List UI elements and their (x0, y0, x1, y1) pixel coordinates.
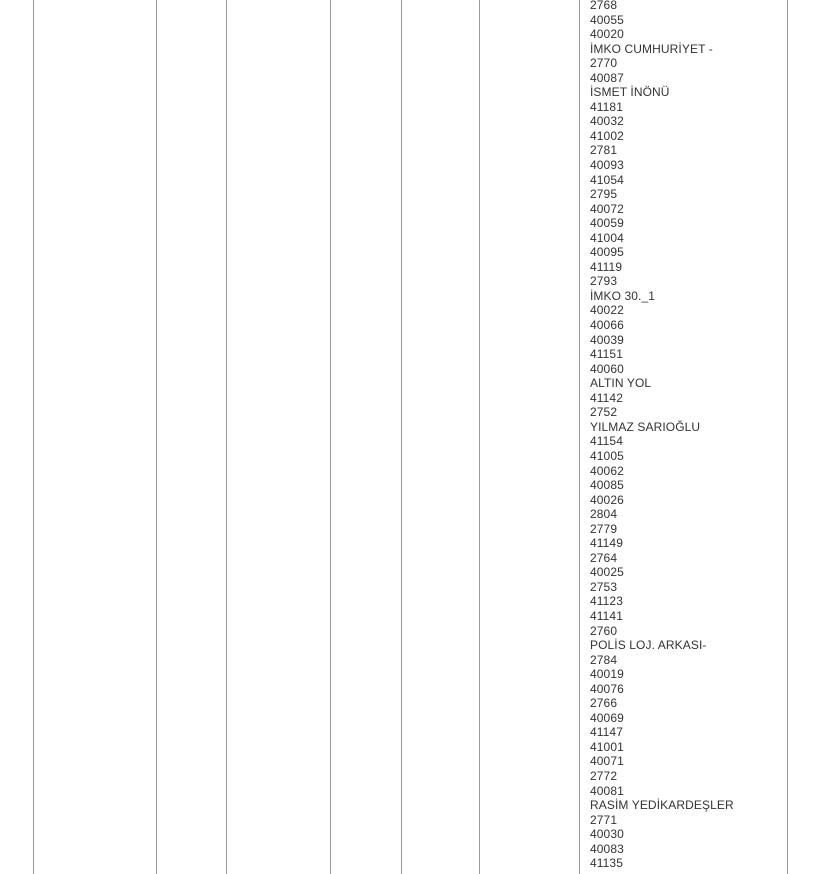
list-item: 2781 (590, 143, 618, 158)
list-item: 41135 (590, 856, 623, 871)
list-item: 41141 (590, 608, 623, 623)
list-item: 40072 (590, 201, 624, 216)
list-item: 41181 (590, 99, 623, 114)
list-item: 41123 (590, 594, 623, 609)
list-item: 40085 (590, 478, 624, 493)
list-item: 40083 (590, 841, 624, 856)
list-item: 2752 (590, 405, 618, 420)
list-item: 40032 (590, 114, 624, 129)
list-item: 40062 (590, 463, 624, 478)
list-item: İSMET İNÖNÜ (590, 85, 670, 100)
list-item: ALTIN YOL (590, 376, 652, 391)
column-border-8 (787, 0, 788, 874)
list-item: 40030 (590, 827, 624, 842)
list-item: 40095 (590, 245, 624, 260)
list-item: 40066 (590, 318, 624, 333)
list-item: POLİS LOJ. ARKASI- (590, 638, 707, 653)
list-item: 40069 (590, 710, 624, 725)
list-item: 40055 (590, 12, 624, 27)
list-item: 41142 (590, 390, 623, 405)
list-item: İMKO 30._1 (590, 288, 656, 303)
list-item: 40081 (590, 783, 624, 798)
list-item: 2766 (590, 696, 618, 711)
list-item: 40020 (590, 27, 624, 42)
list-item: İMKO CUMHURİYET - (590, 41, 713, 56)
column-border-4 (330, 0, 331, 874)
column-border-5 (401, 0, 402, 874)
list-item: 2793 (590, 274, 618, 289)
list-item: YILMAZ SARIOĞLU (590, 419, 701, 434)
column-border-6 (479, 0, 480, 874)
list-item: 2784 (590, 652, 618, 667)
list-item: 41002 (590, 128, 624, 143)
list-item: 40039 (590, 332, 624, 347)
list-item: 41005 (590, 448, 624, 463)
list-item: 40025 (590, 565, 624, 580)
list-item: 41149 (590, 536, 623, 551)
table-cell-entries (590, 0, 786, 871)
column-border-7 (579, 0, 580, 874)
list-item: 41054 (590, 172, 624, 187)
list-item: 2760 (590, 623, 618, 638)
list-item: 40071 (590, 754, 624, 769)
list-item: 41001 (590, 739, 624, 754)
list-item: 40076 (590, 681, 624, 696)
list-item: 40022 (590, 303, 624, 318)
list-item: 41154 (590, 434, 623, 449)
list-item: 2771 (590, 812, 618, 827)
list-item: 40019 (590, 667, 624, 682)
list-item: 2753 (590, 579, 618, 594)
column-border-2 (156, 0, 157, 874)
list-item: 2772 (590, 768, 618, 783)
list-item: 2795 (590, 187, 618, 202)
list-item: RASİM YEDİKARDEŞLER (590, 798, 734, 813)
list-item: 2764 (590, 550, 618, 565)
column-border-3 (226, 0, 227, 874)
list-item: 2770 (590, 56, 618, 71)
list-item: 41147 (590, 725, 623, 740)
list-item: 2779 (590, 521, 618, 536)
list-item: 40060 (590, 361, 624, 376)
list-item: 41151 (590, 347, 623, 362)
list-item: 41119 (590, 259, 623, 274)
column-border-1 (33, 0, 34, 874)
list-item: 2768 (590, 0, 618, 12)
list-item: 40026 (590, 492, 624, 507)
list-item: 2804 (590, 507, 618, 522)
list-item: 40093 (590, 158, 624, 173)
list-item: 41004 (590, 230, 624, 245)
list-item: 40087 (590, 70, 624, 85)
list-item: 40059 (590, 216, 624, 231)
